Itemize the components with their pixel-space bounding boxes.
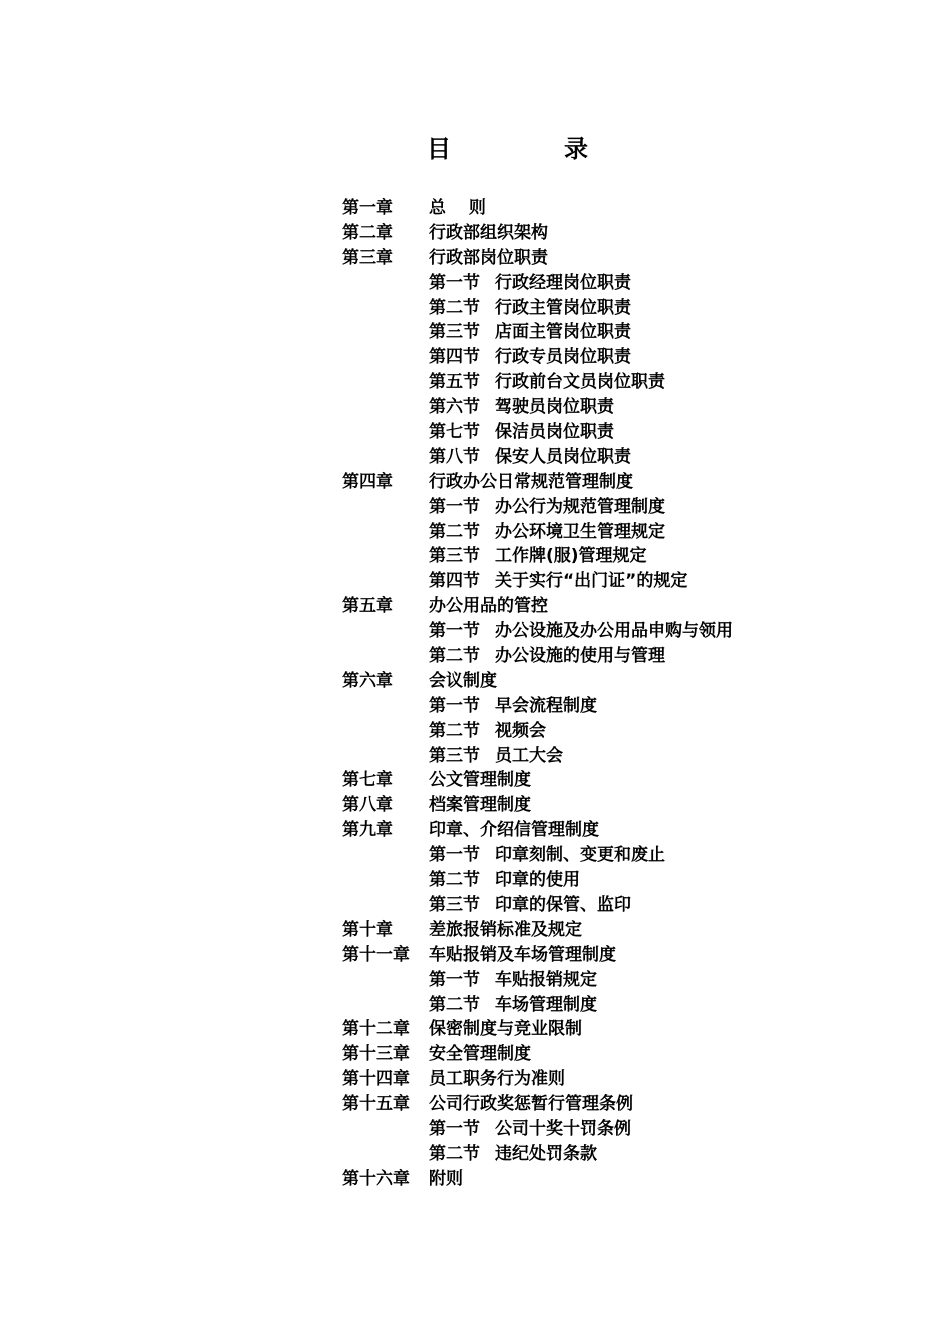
toc-entry-number: 第十章 bbox=[342, 919, 393, 940]
toc-entry-number: 第八节 bbox=[429, 446, 480, 467]
toc-chapter-entry bbox=[0, 1017, 950, 1042]
toc-section-entry bbox=[0, 1117, 950, 1142]
toc-section-entry bbox=[0, 694, 950, 719]
toc-entry-number: 第二节 bbox=[429, 521, 480, 542]
toc-section-entry bbox=[0, 420, 950, 445]
toc-section-entry bbox=[0, 495, 950, 520]
toc-entry-title: 行政部组织架构 bbox=[429, 222, 548, 243]
toc-section-entry bbox=[0, 544, 950, 569]
toc-entry-number: 第六章 bbox=[342, 670, 393, 691]
toc-chapter-entry bbox=[0, 1167, 950, 1192]
toc-chapter-entry bbox=[0, 669, 950, 694]
toc-entry-title: 行政专员岗位职责 bbox=[495, 347, 631, 368]
toc-section-entry bbox=[0, 644, 950, 669]
toc-chapter-entry bbox=[0, 943, 950, 968]
toc-section-entry bbox=[0, 395, 950, 420]
toc-entry-title: 安全管理制度 bbox=[429, 1044, 531, 1065]
toc-entry-title: 行政主管岗位职责 bbox=[495, 297, 631, 318]
toc-entry-number: 第一节 bbox=[429, 272, 480, 293]
toc-entry-number: 第二节 bbox=[429, 870, 480, 891]
toc-chapter-entry bbox=[0, 918, 950, 943]
toc-entry-number: 第三节 bbox=[429, 745, 480, 766]
toc-entry-number: 第七章 bbox=[342, 770, 393, 791]
toc-entry-number: 第四节 bbox=[429, 571, 480, 592]
toc-entry-title: 保洁员岗位职责 bbox=[495, 422, 614, 443]
toc-chapter-entry bbox=[0, 793, 950, 818]
toc-entry-number: 第二节 bbox=[429, 1143, 480, 1164]
table-of-contents bbox=[0, 196, 950, 1192]
toc-entry-title: 车贴报销规定 bbox=[495, 969, 597, 990]
toc-chapter-entry bbox=[0, 246, 950, 271]
toc-entry-number: 第三章 bbox=[342, 247, 393, 268]
toc-entry-number: 第十一章 bbox=[342, 944, 410, 965]
toc-entry-title: 总 则 bbox=[429, 198, 486, 218]
toc-entry-title: 行政部岗位职责 bbox=[429, 247, 548, 268]
toc-section-entry bbox=[0, 968, 950, 993]
toc-section-entry bbox=[0, 619, 950, 644]
toc-entry-title: 员工大会 bbox=[495, 745, 563, 766]
toc-entry-number: 第八章 bbox=[342, 795, 393, 816]
toc-entry-number: 第一节 bbox=[429, 1118, 480, 1139]
toc-entry-title: 印章的保管、监印 bbox=[495, 894, 631, 915]
toc-chapter-entry bbox=[0, 768, 950, 793]
toc-entry-title: 违纪处罚条款 bbox=[495, 1143, 597, 1164]
toc-entry-number: 第十四章 bbox=[342, 1069, 410, 1090]
toc-chapter-entry bbox=[0, 1042, 950, 1067]
toc-chapter-entry bbox=[0, 470, 950, 495]
toc-section-entry bbox=[0, 719, 950, 744]
toc-entry-title: 保安人员岗位职责 bbox=[495, 446, 631, 467]
toc-chapter-entry bbox=[0, 1067, 950, 1092]
toc-section-entry bbox=[0, 569, 950, 594]
toc-entry-number: 第四节 bbox=[429, 347, 480, 368]
toc-section-entry bbox=[0, 868, 950, 893]
toc-section-entry bbox=[0, 993, 950, 1018]
toc-entry-title: 工作牌(服)管理规定 bbox=[495, 546, 647, 567]
toc-section-entry bbox=[0, 893, 950, 918]
toc-entry-number: 第一节 bbox=[429, 695, 480, 716]
toc-entry-number: 第十二章 bbox=[342, 1019, 410, 1040]
title-char-1: 目 bbox=[427, 135, 451, 163]
toc-entry-number: 第十六章 bbox=[342, 1168, 410, 1189]
toc-entry-number: 第一节 bbox=[429, 496, 480, 517]
toc-entry-title: 会议制度 bbox=[429, 670, 497, 691]
toc-entry-title: 员工职务行为准则 bbox=[429, 1069, 565, 1090]
toc-entry-title: 车场管理制度 bbox=[495, 994, 597, 1015]
toc-chapter-entry bbox=[0, 221, 950, 246]
toc-entry-number: 第二节 bbox=[429, 646, 480, 667]
toc-section-entry bbox=[0, 345, 950, 370]
toc-entry-title: 差旅报销标准及规定 bbox=[429, 919, 582, 940]
toc-entry-title: 印章刻制、变更和废止 bbox=[495, 845, 665, 866]
toc-entry-number: 第二节 bbox=[429, 720, 480, 741]
toc-entry-title: 保密制度与竞业限制 bbox=[429, 1019, 582, 1040]
toc-entry-number: 第七节 bbox=[429, 422, 480, 443]
toc-section-entry bbox=[0, 320, 950, 345]
title-char-2: 录 bbox=[564, 135, 588, 163]
toc-chapter-entry bbox=[0, 818, 950, 843]
toc-entry-title: 关于实行“出门证”的规定 bbox=[495, 571, 688, 592]
toc-entry-title: 视频会 bbox=[495, 720, 546, 741]
toc-section-entry bbox=[0, 445, 950, 470]
toc-entry-title: 行政前台文员岗位职责 bbox=[495, 372, 665, 393]
toc-entry-number: 第六节 bbox=[429, 397, 480, 418]
toc-section-entry bbox=[0, 744, 950, 769]
toc-entry-title: 办公环境卫生管理规定 bbox=[495, 521, 665, 542]
toc-entry-number: 第二节 bbox=[429, 994, 480, 1015]
toc-entry-title: 行政经理岗位职责 bbox=[495, 272, 631, 293]
toc-entry-number: 第四章 bbox=[342, 471, 393, 492]
toc-entry-number: 第二节 bbox=[429, 297, 480, 318]
toc-chapter-entry bbox=[0, 1092, 950, 1117]
toc-section-entry bbox=[0, 1142, 950, 1167]
toc-entry-title: 办公行为规范管理制度 bbox=[495, 496, 665, 517]
toc-entry-number: 第二章 bbox=[342, 222, 393, 243]
toc-section-entry bbox=[0, 843, 950, 868]
toc-entry-number: 第九章 bbox=[342, 820, 393, 841]
toc-entry-number: 第三节 bbox=[429, 546, 480, 567]
toc-entry-title: 办公设施及办公用品申购与领用 bbox=[495, 621, 733, 642]
toc-entry-number: 第一节 bbox=[429, 969, 480, 990]
toc-entry-title: 附则 bbox=[429, 1168, 463, 1189]
toc-entry-number: 第一章 bbox=[342, 198, 393, 218]
toc-entry-title: 办公设施的使用与管理 bbox=[495, 646, 665, 667]
toc-entry-title: 行政办公日常规范管理制度 bbox=[429, 471, 633, 492]
toc-section-entry bbox=[0, 296, 950, 321]
toc-entry-number: 第一节 bbox=[429, 845, 480, 866]
toc-entry-number: 第三节 bbox=[429, 322, 480, 343]
toc-chapter-entry bbox=[0, 196, 950, 221]
toc-entry-title: 公司十奖十罚条例 bbox=[495, 1118, 631, 1139]
toc-entry-title: 办公用品的管控 bbox=[429, 596, 548, 617]
toc-entry-number: 第一节 bbox=[429, 621, 480, 642]
toc-section-entry bbox=[0, 370, 950, 395]
toc-section-entry bbox=[0, 271, 950, 296]
toc-entry-title: 档案管理制度 bbox=[429, 795, 531, 816]
toc-entry-title: 店面主管岗位职责 bbox=[495, 322, 631, 343]
page-title bbox=[0, 132, 950, 166]
toc-entry-title: 公文管理制度 bbox=[429, 770, 531, 791]
toc-entry-title: 早会流程制度 bbox=[495, 695, 597, 716]
toc-entry-title: 车贴报销及车场管理制度 bbox=[429, 944, 616, 965]
toc-entry-number: 第十五章 bbox=[342, 1094, 410, 1115]
toc-entry-number: 第十三章 bbox=[342, 1044, 410, 1065]
toc-entry-number: 第五节 bbox=[429, 372, 480, 393]
toc-entry-title: 印章的使用 bbox=[495, 870, 580, 891]
toc-entry-number: 第三节 bbox=[429, 894, 480, 915]
toc-chapter-entry bbox=[0, 594, 950, 619]
toc-section-entry bbox=[0, 520, 950, 545]
toc-entry-title: 印章、介绍信管理制度 bbox=[429, 820, 599, 841]
toc-entry-title: 驾驶员岗位职责 bbox=[495, 397, 614, 418]
toc-entry-title: 公司行政奖惩暂行管理条例 bbox=[429, 1094, 633, 1115]
toc-entry-number: 第五章 bbox=[342, 596, 393, 617]
